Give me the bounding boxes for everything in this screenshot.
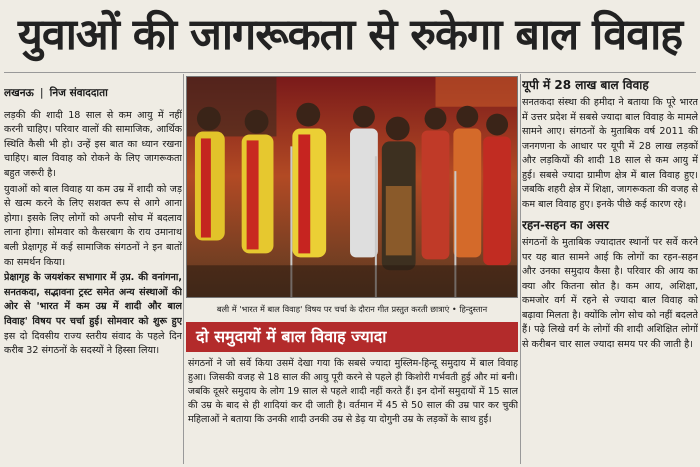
divider <box>4 72 696 73</box>
headline: युवाओं की जागरूकता से रुकेगा बाल विवाह <box>17 10 683 60</box>
section-heading: रहन-सहन का असर <box>522 218 609 232</box>
photo-illustration <box>187 77 517 297</box>
byline-separator: | <box>39 87 44 99</box>
bold-lead: प्रेक्षागृह के जयशंकर सभागार में उ़प्र. की वनांगना, सनतकदा, सद्भावना ट्रस्ट समेत अन्य संस्थाओं की ओर से 'भारत में कम उम्र में शादी और बाल विवाह' विषय पर चर्चा हुई। सोमवार को शुरू हुए <box>4 272 182 327</box>
middle-article <box>188 357 518 465</box>
paragraph <box>4 271 182 359</box>
paragraph: संगठनों ने जो सर्वे किया उसमें देखा गया कि सबसे ज्यादा मुस्लिम-हिन्दू समुदाय में बाल विवाह हुआ। जिसकी वजह से 18 साल की आयु पूरी करने से पहले ही किशोरी गर्भवती हुई और मां बनी। जबकि दूसरे समुदाय के लोग 19 साल से पहले शादी नहीं करते हैं। इन दोनों समुदायों में 15 साल की उम्र के बाद से ही शादियां कर दी जाती है। वर्तमान में 45 से 50 साल की उम्र पार कर चुकी महिलाओं ने बताया कि उनकी शादी उनकी उम्र से डेढ़ या दोगुनी उम्र के लड़कों के साथ हुई। <box>188 358 518 425</box>
paragraph-text: इस दो दिवसीय राज्य स्तरीय संवाद के पहले दिन करीब 32 संगठनों के सदस्यों ने हिस्सा लिया। <box>4 330 182 357</box>
byline <box>4 86 182 101</box>
paragraph: सनतकदा संस्था की हमीदा ने बताया कि पूरे भारत में उत्तर प्रदेश में सबसे ज्यादा बाल विवाह के मामले सामने आए। संगठनों के मुताबिक वर्ष 2011 की जनगणना के आधार पर यूपी में 28 लाख लड़कों और लड़कियों की शादी 18 साल से कम आयु में हुई। सबसे ज्यादा ग्रामीण क्षेत्र में बाल विवाह हुए। जबकि शहरी क्षेत्र में शिक्षा, जागरूकता की वजह से कम बाल विवाह हुए। इनके पीछे कई कारण रहे। <box>522 97 698 210</box>
photo-caption: बली में 'भारत में बाल विवाह' विषय पर चर्चा के दौरान गीत प्रस्तुत करती छात्राएं • हिन्दुस्तान <box>216 304 488 314</box>
reporter-name: निज संवाददाता <box>49 87 108 99</box>
paragraph: संगठनों के मुताबिक ज्यादातर स्थानों पर सर्वे करने पर यह बात सामने आई कि लोगों का रहन-सहन और उनका समुदाय कैसा है। परिवार की आय का क्या और कितना स्रोत है। कम आय, अशिक्षा, कमजोर वर्ग में रहने से ज्यादा बाल विवाह को बढ़ावा मिलता है। क्योंकि लोग सोच को नहीं बदलते हैं। पढ़े लिखे वर्ग के लोगों की शादी अशिक्षित लोगों से करीबन चार साल ज्यादा समय पर की जाती है। <box>522 237 698 350</box>
section-heading: यूपी में 28 लाख बाल विवाह <box>522 78 649 92</box>
section-subhead: दो समुदायों में बाल विवाह ज्यादा <box>186 322 518 352</box>
right-column <box>522 76 698 466</box>
dateline-place: लखनऊ <box>4 87 34 99</box>
paragraph: युवाओं को बाल विवाह या कम उम्र में शादी को जड़ से खत्म करने के लिए सशक्त रूप से आगे आना होगा। इसके लिए लोगों को अपनी सोच में बदलाव लाना होगा। सोमवार को कैसरबाग के राय उमानाथ बली प्रेक्षागृह में कई सामाजिक संगठनों ने इन बातों का समर्थन किया। <box>4 183 182 268</box>
paragraph: लड़की की शादी 18 साल से कम आयु में नहीं करनी चाहिए। परिवार वालों की सामाजिक, आर्थिक स्थिति कैसी भी हो। उन्हें इस बात का ध्यान रखना चाहिए। बाल विवाह को रोकने के लिए जागरूकता बहुत जरूरी है। <box>4 109 182 179</box>
divider <box>183 74 184 464</box>
divider <box>520 74 521 464</box>
news-photo <box>186 76 518 298</box>
left-column <box>4 86 182 464</box>
